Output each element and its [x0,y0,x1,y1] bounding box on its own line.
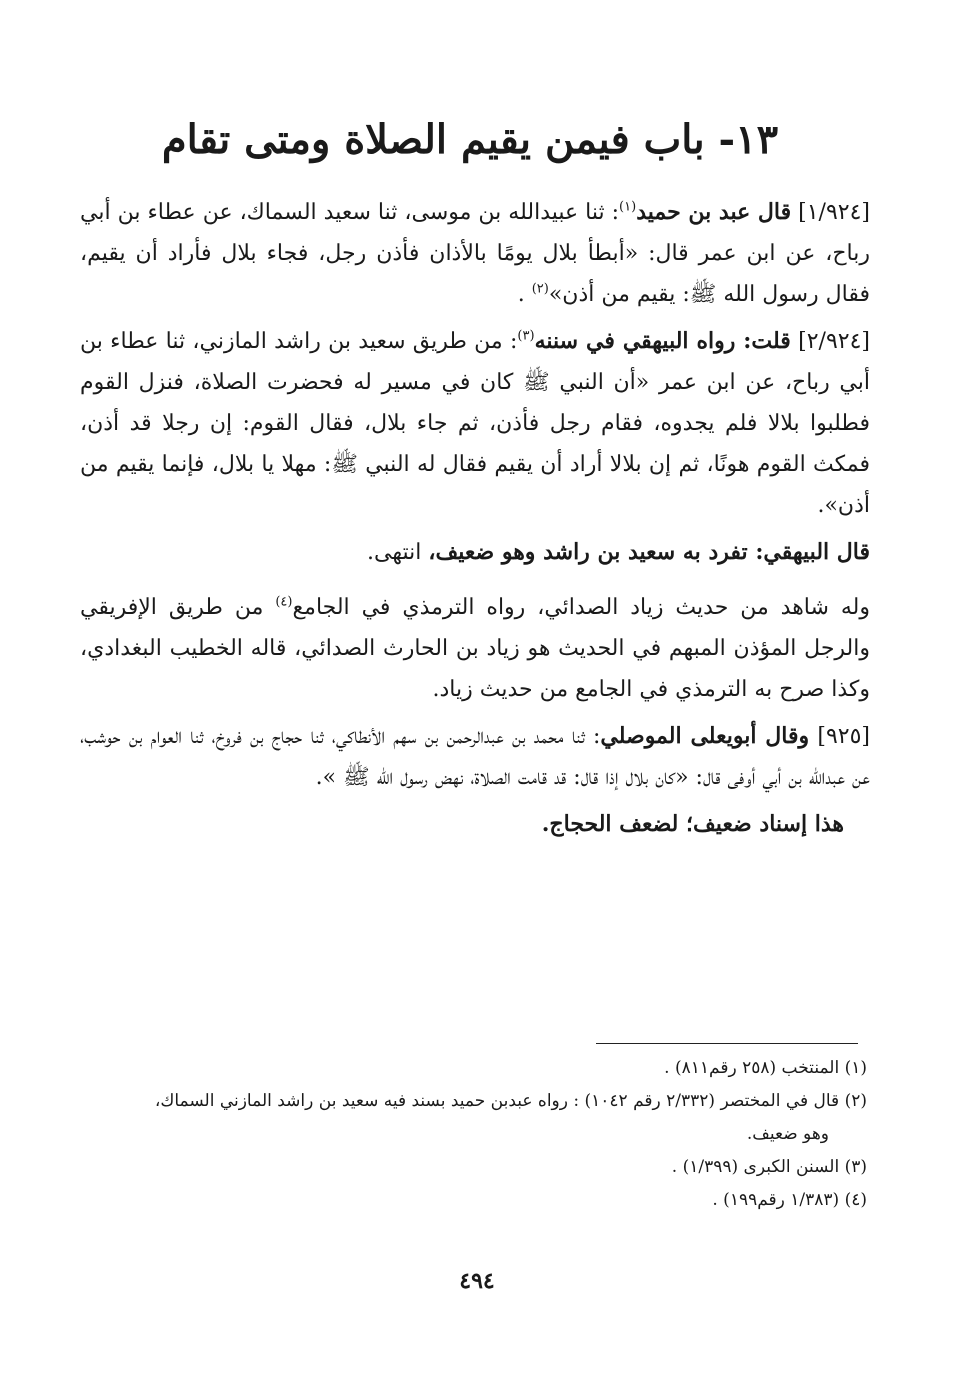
narrator-lead: وقال أبويعلى الموصلي [600,723,810,749]
comment-end: انتهى. [367,540,422,565]
footnote-4: (٤) (١/٣٨٣ رقم١٩٩) . [712,1190,867,1210]
footnote-ref: (٤) [275,594,293,610]
bayhaqi-comment [80,532,870,573]
narrator-lead: قلت: رواه البيهقي في سننه [534,328,791,354]
hadith-number: [٩٢٥] [817,724,870,749]
footnote-3: (٣) السنن الكبرى (١/٣٩٩) . [671,1157,867,1177]
footnotes [85,1052,867,1217]
verdict-text: هذا إسناد ضعيف؛ لضعف الحجاج. [541,811,844,837]
witness-paragraph [80,587,870,710]
page-number: ٤٩٤ [459,1268,495,1294]
footnote-ref: (١) [619,199,637,215]
hadith-paragraph-2 [80,321,870,526]
footnote-2: (٢) قال في المختصر (٢/٣٣٢ رقم ١٠٤٢) : رواه عبدبن حميد بسند فيه سعيد بن راشد المازني السماك، [154,1091,867,1111]
paragraph-text: : ثنا محمد بن عبدالرحمن بن سهم الأنطاكي، ثنا حجاج بن فروخ، ثنا العوام بن حوشب، عن عبدالله بن أبي أوفى قال: «كان بلال إذا قال: قد قامت الصلاة، نهض رسول الله ﷺ ». [80,724,870,790]
footnote-divider [596,1043,858,1044]
hadith-paragraph-3 [80,716,870,798]
footnote-1: (١) المنتخب (٢٥٨ رقم٨١١) . [664,1058,867,1078]
narrator-lead: قال عبد بن حميد [636,199,792,225]
paragraph-text: : ثنا عبيدالله بن موسى، ثنا سعيد السماك، عن عطاء بن أبي رباح، عن ابن عمر قال: «أبطأ بلال يومًا بالأذان فأذن رجل، فجاء بلال فأراد أن يقيم، فقال رسول الله ﷺ: يقيم من أذن» [80,200,870,307]
footnote-ref: (٢) [531,281,549,297]
hadith-number: [١/٩٢٤] [798,200,870,225]
footnote-2-continued: وهو ضعيف. [746,1124,829,1144]
hadith-paragraph-1 [80,192,870,315]
hadith-number: [٢/٩٢٤] [798,329,871,354]
footnote-ref: (٣) [517,328,535,344]
body-text [80,192,870,851]
paragraph-text: : من طريق سعيد بن راشد المازني، ثنا عطاء بن أبي رباح، عن ابن عمر «أن النبي ﷺ كان في مسير له فحضرت الصلاة، فنزل القوم فطلبوا بلالا فلم يجدوه، فقام رجل فأذن، ثم جاء بلال، فقال القوم: إن رجلا قد أذن، فمكث القوم هونًا، ثم إن بلالا أراد أن يقيم فقال له النبي ﷺ: مهلا يا بلال، فإنما يقيم من أذن». [80,329,870,518]
isnad-verdict [80,804,870,845]
paragraph-end: . [517,282,532,307]
paragraph-text-cont: من طريق الإفريقي والرجل المؤذن المبهم في الحديث هو زياد بن الحارث الصدائي، قاله الخطيب البغدادي، وكذا صرح به الترمذي في الجامع من حديث زياد. [80,595,870,702]
chapter-title: ١٣- باب فيمن يقيم الصلاة ومتى تقام [161,116,779,163]
comment-lead: قال البيهقي: تفرد به سعيد بن راشد وهو ضعيف، [428,539,870,565]
paragraph-text: وله شاهد من حديث زياد الصدائي، رواه الترمذي في الجامع [292,595,870,620]
